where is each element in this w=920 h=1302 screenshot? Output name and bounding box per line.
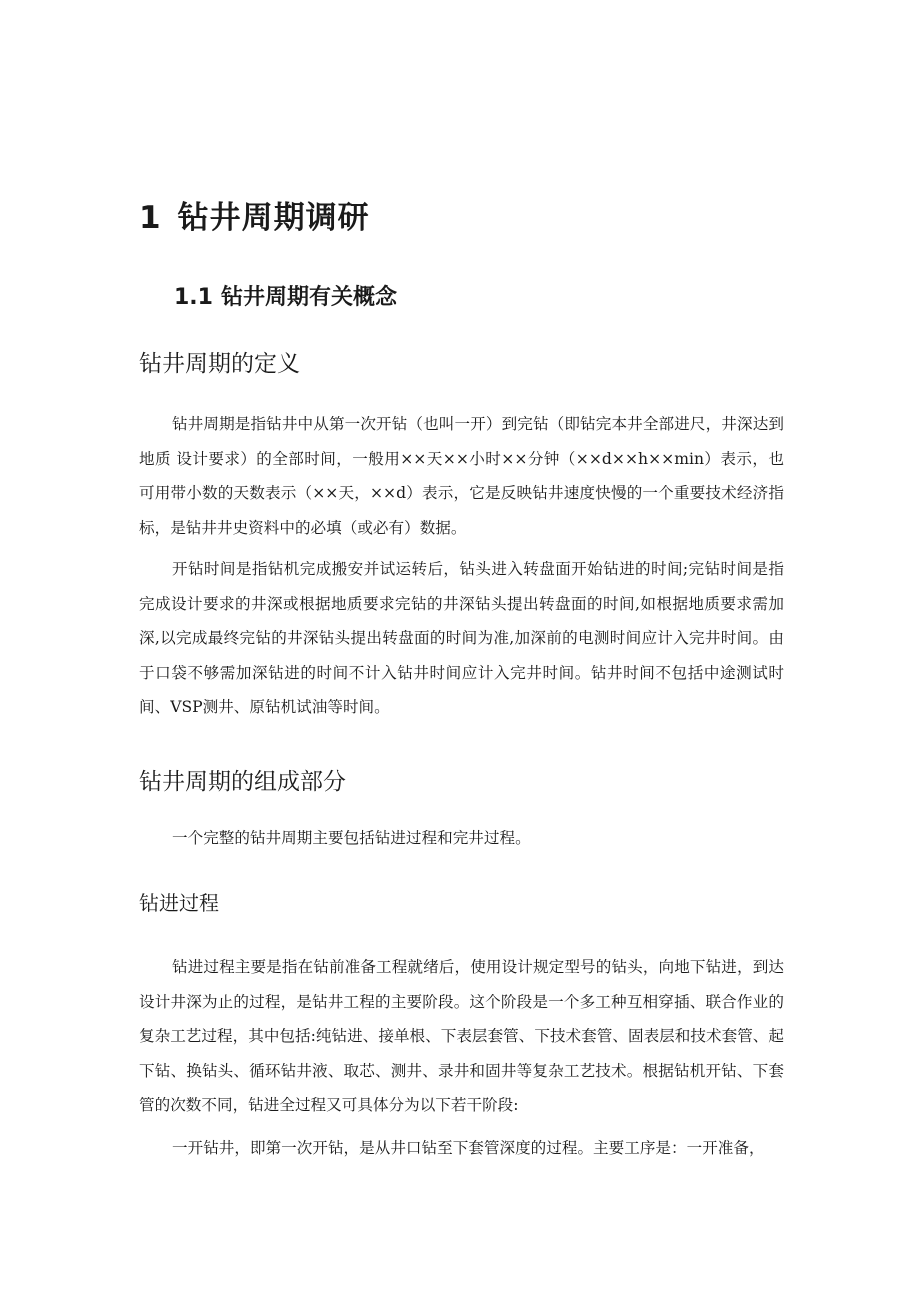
chapter-number: 1	[139, 200, 162, 236]
paragraph-components: 一个完整的钻井周期主要包括钻进过程和完井过程。	[172, 829, 531, 847]
subsection-heading-drilling-process: 钻进过程	[139, 891, 219, 915]
subsection-heading-definition: 钻井周期的定义	[139, 351, 300, 377]
paragraph-first-spud: 一开钻井，即第一次开钻，是从井口钻至下套管深度的过程。主要工序是：一开准备，	[172, 1139, 765, 1157]
paragraph-spud-time: 开钻时间是指钻机完成搬安并试运转后，钻头进入转盘面开始钻进的时间;完钻时间是指完成设计要求的井深或根据地质要求完钻的井深钻头提出转盘面的时间,如根据地质要求需加深,以完成最终完钻的井深钻头提出转盘面的时间为准,加深前的电测时间应计入完井时间。由于口袋不够需加深钻进的时间不计入钻井时间应计入完井时间。钻井时间不包括中途测试时间、VSP测井、原钻机试油等时间。	[139, 560, 784, 716]
paragraph-drilling-process: 钻进过程主要是指在钻前准备工程就绪后，使用设计规定型号的钻头，向地下钻进，到达设计井深为止的过程，是钻井工程的主要阶段。这个阶段是一个多工种互相穿插、联合作业的复杂工艺过程，其中包括:纯钻进、接单根、下表层套管、下技术套管、固表层和技术套管、起下钻、换钻头、循环钻井液、取芯、测井、录井和固井等复杂工艺技术。根据钻机开钻、下套管的次数不同，钻进全过程又可具体分为以下若干阶段:	[139, 958, 784, 1114]
subsection-heading-components: 钻井周期的组成部分	[139, 769, 346, 795]
section-number: 1.1	[174, 285, 213, 310]
chapter-title: 钻井周期调研	[177, 200, 370, 236]
paragraph-definition: 钻井周期是指钻井中从第一次开钻（也叫一开）到完钻（即钻完本井全部进尺，井深达到地质 设计要求）的全部时间，一般用××天××小时××分钟（××d××h××min）表示，也可用带小数的天数表示（××天，××d）表示，它是反映钻井速度快慢的一个重要技术经济指标，是钻井井史资料中的必填（或必有）数据。	[139, 415, 784, 537]
section-heading	[174, 280, 397, 311]
chapter-heading	[139, 192, 370, 237]
section-title: 钻井周期有关概念	[220, 285, 397, 310]
